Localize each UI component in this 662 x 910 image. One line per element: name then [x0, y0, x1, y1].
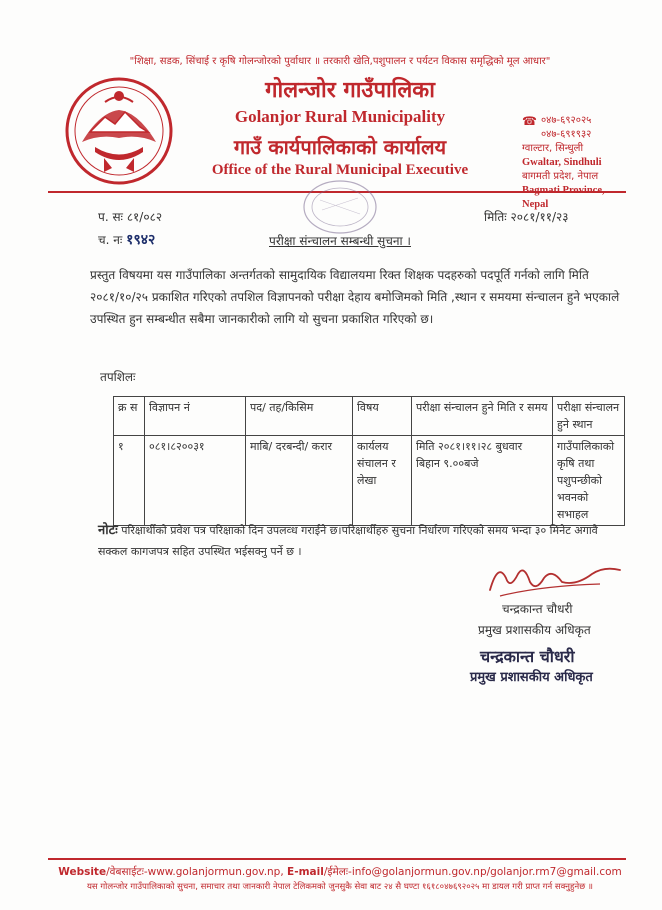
cell-post: माबि/ दरबन्दी/ करार — [246, 436, 353, 526]
address-en: Gwaltar, Sindhuli — [522, 157, 602, 168]
email-link[interactable]: info@golanjormun.gov.np/golanjor.rm7@gmail.com — [351, 866, 622, 878]
office-name-np: गाउँ कार्यपालिकाको कार्यालय — [233, 135, 447, 159]
phone-icon: ☎ — [522, 114, 537, 128]
header-serial: क्र स — [114, 397, 145, 436]
cell-serial: १ — [114, 436, 145, 526]
municipality-name-np: गोलन्जोर गाउँपालिका — [265, 78, 435, 103]
note-text: परिक्षार्थीको प्रवेश पत्र परिक्षाको दिन उपलव्ध गराईने छ।परिक्षार्थीहरु सुचना निर्धारण गरिएको समय भन्दा ३० मिनेट अगावै सक्कल कागजपत्र सहित उपस्थित भईसक्नु पर्ने छ । — [98, 524, 598, 558]
website-label: Website — [58, 866, 107, 878]
table-header-row — [114, 397, 625, 436]
cn-value: १९४२ — [126, 232, 156, 248]
footer-divider — [48, 858, 626, 860]
stamp-signatory-title: प्रमुख प्रशासकीय अधिकृत — [470, 670, 593, 685]
header-post: पद/ तह/किसिम — [246, 397, 353, 436]
header-exam-date: परीक्षा संन्चालन हुने मिति र समय — [412, 397, 553, 436]
office-name-en: Office of the Rural Municipal Executive — [211, 162, 469, 178]
email-label-np: /ईमेलः- — [323, 866, 352, 878]
letter-date — [484, 208, 569, 225]
cn-label: च. नः — [98, 233, 123, 247]
phone-2: ०४७-६९१९३२ — [540, 129, 592, 140]
signatory-name: चन्द्रकान्त चौधरी — [502, 602, 573, 616]
ps-label: प. सः — [98, 210, 123, 224]
chalani-number — [98, 230, 155, 249]
province-np: बागमती प्रदेश, नेपाल — [522, 171, 599, 182]
exam-schedule-table — [113, 396, 625, 526]
table-row — [114, 436, 625, 526]
cell-exam-date: मिति २०८१।११।२८ बुधवार बिहान ९.००बजे — [412, 436, 553, 526]
patra-sankhya — [98, 208, 162, 225]
letter-body: प्रस्तुत विषयमा यस गाउँपालिका अन्तर्गतको सामुदायिक विद्यालयमा रिक्त शिक्षक पदहरुको पदपूर्ति गर्नको लागि मिति २०८१/१०/२५ प्रकाशित गरिएको तपशिल विज्ञापनको परीक्षा देहाय बमोजिमको मिति ,स्थान र समयमा संन्चालन हुने भएकाले उपस्थित हुन सम्बन्धीत सबैमा जानकारीको लागि यो सुचना प्रकाशित गरिएको छ। — [90, 268, 620, 326]
phone-1: ०४७-६९२०२५ — [540, 115, 592, 126]
date-label: मितिः — [484, 210, 507, 224]
note-label: नोटः — [98, 523, 118, 538]
header-subject: विषय — [353, 397, 412, 436]
cell-exam-venue: गाउँपालिकाको कृषि तथा पशुपन्छीको भवनको सभाहल — [553, 436, 625, 526]
address-np: ग्वाल्टार, सिन्धुली — [522, 143, 584, 154]
header-ad-number: विज्ञापन नं — [145, 397, 246, 436]
cell-ad-number: ०८१।८२००३१ — [145, 436, 246, 526]
website-label-np: /वेबसाईटः- — [106, 866, 148, 878]
handwritten-signature — [480, 556, 630, 602]
date-value: २०८१/११/२३ — [510, 210, 569, 224]
cell-subject: कार्यलय संचालन र लेखा — [353, 436, 412, 526]
municipality-name-en: Golanjor Rural Municipality — [234, 107, 446, 126]
footer-contacts — [40, 865, 640, 879]
government-emblem — [60, 72, 178, 190]
phone-numbers — [522, 114, 632, 142]
stamp-signatory-name: चन्द्रकान्त चौधरी — [480, 647, 575, 666]
website-link[interactable]: www.golanjormun.gov.np, — [147, 866, 284, 878]
footer-notice: यस गोलन्जोर गाउँपालिकाको सुचना, समाचार तथा जानकारी नेपाल टेलिकमको जुनसुकै सेवा बाट २४ सै घण्टा १६१८०४७६९२०२५ मा डायल गरी प्राप्त गर्न सक्नुहुनेछ ॥ — [87, 882, 593, 892]
email-label: E-mail — [287, 866, 324, 878]
province-en: Nepal — [522, 199, 549, 210]
contact-block — [522, 114, 632, 212]
header-exam-venue: परीक्षा संन्चालन हुने स्थान — [553, 397, 625, 436]
details-label: तपशिलः — [100, 370, 136, 384]
letter-subject: परीक्षा संन्चालन सम्बन्धी सुचना । — [269, 234, 411, 248]
letterhead-slogan: "शिक्षा, सडक, सिंचाई र कृषि गोलन्जोरको पुर्वाधार ॥ तरकारी खेति,पशुपालन र पर्यटन विकास समृद्धिको मूल आधार" — [129, 56, 551, 67]
office-seal-stamp — [300, 178, 380, 236]
signatory-title: प्रमुख प्रशासकीय अधिकृत — [478, 623, 591, 637]
ps-value: ८१/०८२ — [126, 210, 163, 224]
